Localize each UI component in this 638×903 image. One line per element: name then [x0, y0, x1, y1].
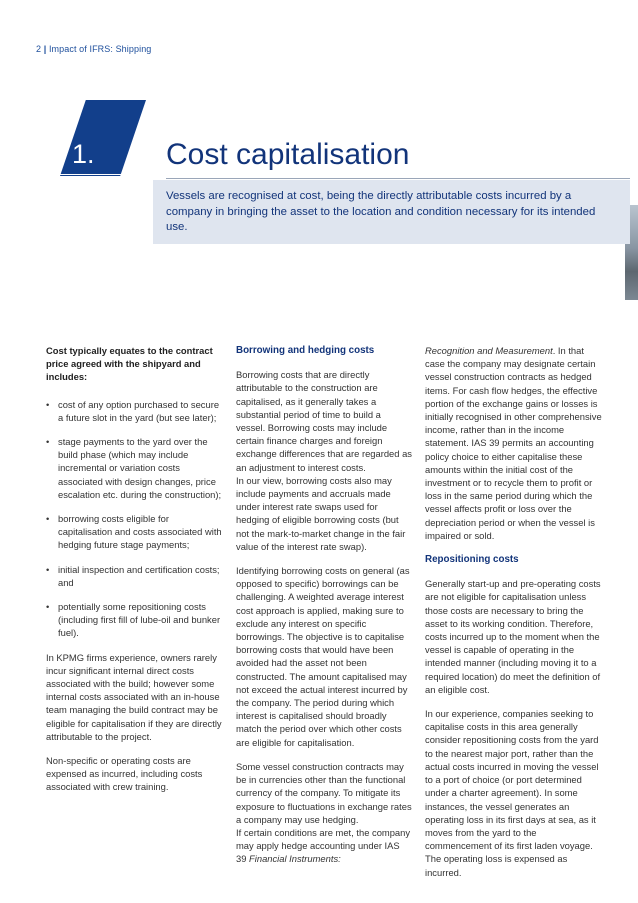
column-2 — [236, 344, 412, 877]
section-number-underline — [60, 174, 146, 175]
standard-title-italic: Financial Instruments: — [249, 853, 341, 865]
section-title: Cost capitalisation — [166, 138, 410, 171]
borrowing-heading: Borrowing and hedging costs — [236, 345, 375, 356]
document-title: Impact of IFRS: Shipping — [48, 44, 152, 54]
running-header — [36, 44, 151, 54]
text-run: If certain conditions are met, the company may apply hedge accounting under IAS 39 — [236, 826, 411, 865]
header-separator: | — [43, 44, 47, 54]
list-item: • cost of any option purchased to secure a future slot in the yard (but see later); — [46, 398, 224, 424]
text-run: . In that case the company may designate certain vessel construction contracts as hedged items. For cash flow hedges, the effective portion of the exchange gains or losses is initially recognised in other comprehensive income, rather than in the income statement. IAS 39 permits an accounting policy choice to either capitalise these amounts within the initial cost of the investment or to recycle them to profit or loss in the same period during which the vessel affects profit or loss over the depreciation period or when the vessel is impaired or sold. — [425, 345, 602, 541]
paragraph: Generally start-up and pre-operating costs are not eligible for capitalisation unless those costs are necessary to bring the asset to its working condition. Therefore, costs incurred up to the moment when the vessel is capable of operating in the intended manner (including moving it to a required location) do meet the definition of an eligible cost. — [425, 578, 601, 695]
list-item: • borrowing costs eligible for capitalisation and costs associated with hedging future stage payments; — [46, 512, 224, 552]
paragraph: In KPMG firms experience, owners rarely incur significant internal direct costs associated with the build; however some internal costs associated with an in-house team managing the build contract may be eligible for capitalisation if they are directly attributable to the project. — [46, 651, 222, 742]
list-item: • initial inspection and certification costs; and — [46, 563, 224, 589]
paragraph: Some vessel construction contracts may be in currencies other than the functional currency of the company. To mitigate its exposure to fluctuations in exchange rates a company may use hedging. — [236, 760, 412, 825]
paragraph: In our view, borrowing costs also may include payments and accruals made under interest rate swaps used for hedging of eligible borrowing costs (but not the mark-to-market change in the fair value of the interest rate swap). — [236, 474, 406, 552]
intro-callout: Vessels are recognised at cost, being the directly attributable costs incurred by a company in bringing the asset to the location and condition necessary for its intended use. — [153, 180, 630, 244]
paragraph: Non-specific or operating costs are expensed as incurred, including costs associated with crew training. — [46, 755, 203, 793]
column-1 — [46, 344, 224, 805]
standard-title-italic: Recognition and Measurement — [425, 345, 553, 356]
list-item: • stage payments to the yard over the build phase (which may include incremental or variation costs associated with design changes, price escalation etc. during the construction); — [46, 435, 224, 501]
section-number: 1. — [72, 139, 95, 169]
paragraph: Identifying borrowing costs on general (as opposed to specific) borrowings can be challenging. A weighted average interest cost approach is applied, making sure to exclude any interest on specific borrowings. The objective is to capitalise borrowing costs that would have been avoided had the asset not been constructed. The amount capitalised may not exceed the actual interest incurred by the company. The period during which interest is capitalised should broadly match the period over which other costs are eligible for capitalisation. — [236, 565, 410, 748]
paragraph — [236, 826, 412, 866]
cost-inclusions-list — [46, 398, 224, 640]
paragraph — [425, 344, 605, 542]
repositioning-heading: Repositioning costs — [425, 554, 519, 566]
title-rule — [166, 178, 630, 179]
list-item: • potentially some repositioning costs (including first fill of lube-oil and bunker fuel). — [46, 600, 224, 640]
paragraph: Borrowing costs that are directly attributable to the construction are capitalised, as it generally takes a substantial period of time to build a vessel. Borrowing costs may include certain finance charges and foreign exchange differences that are regarded as an adjustment to interest costs. — [236, 369, 412, 473]
column-1-lead: Cost typically equates to the contract price agreed with the shipyard and includes: — [46, 345, 213, 383]
page-number: 2 — [36, 44, 42, 54]
paragraph: In our experience, companies seeking to capitalise costs in this area generally consider repositioning costs from the yard to the nearest major port, rather than the actual costs incurred in moving the vessel to a port of choice (or port determined under a charter agreement). In some instances, the vessel generates an operating loss in its first days at sea, as it moves from the yard to the commencement of its first laden voyage. The operating loss is expensed as incurred. — [425, 708, 599, 878]
column-3 — [425, 344, 605, 890]
